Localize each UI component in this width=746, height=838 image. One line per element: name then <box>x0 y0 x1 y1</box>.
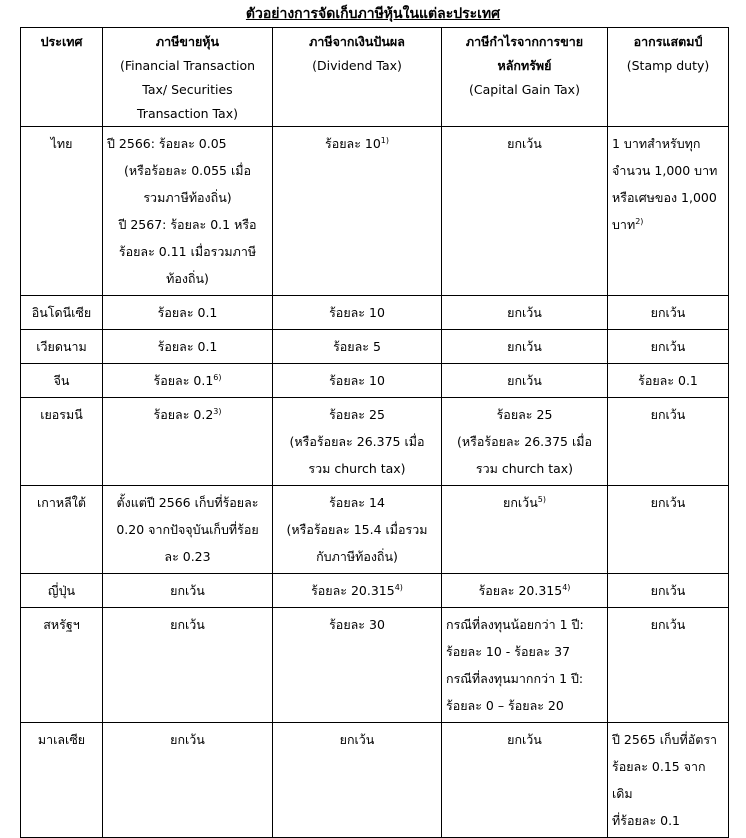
header-stamp-duty: อากรแสตมป์ (Stamp duty) <box>608 28 729 127</box>
dividend-cell: ร้อยละ 10$^{1)}$ <box>273 127 442 296</box>
country-cell: เกาหลีใต้ <box>21 486 103 574</box>
country-cell: สหรัฐฯ <box>21 608 103 723</box>
tax-comparison-table <box>20 27 729 838</box>
stamp-duty-cell: ยกเว้น <box>608 486 729 574</box>
table-row <box>21 723 729 838</box>
table-row <box>21 574 729 608</box>
country-cell: ไทย <box>21 127 103 296</box>
fst-cell: ร้อยละ 0.1 <box>103 330 273 364</box>
table-row <box>21 330 729 364</box>
capital-gain-cell: ยกเว้น <box>442 364 608 398</box>
stamp-duty-cell: ยกเว้น <box>608 330 729 364</box>
capital-gain-cell: ยกเว้น <box>442 723 608 838</box>
footnote-marker: 4) <box>394 582 403 592</box>
stamp-duty-cell: ยกเว้น <box>608 574 729 608</box>
table-row <box>21 127 729 296</box>
capital-gain-cell: ร้อยละ 25 (หรือร้อยละ 26.375 เมื่อ รวม church tax) <box>442 398 608 486</box>
dividend-cell: ร้อยละ 14 (หรือร้อยละ 15.4 เมื่อรวม กับภาษีท้องถิ่น) <box>273 486 442 574</box>
fst-cell: ยกเว้น <box>103 608 273 723</box>
dividend-cell: ร้อยละ 30 <box>273 608 442 723</box>
table-row <box>21 486 729 574</box>
dividend-cell: ยกเว้น <box>273 723 442 838</box>
capital-gain-cell: ยกเว้น$^{5)}$ <box>442 486 608 574</box>
footnote-marker: 6) <box>213 372 222 382</box>
dividend-cell: ร้อยละ 25 (หรือร้อยละ 26.375 เมื่อ รวม church tax) <box>273 398 442 486</box>
stamp-duty-cell: ปี 2565 เก็บที่อัตรา ร้อยละ 0.15 จากเดิม ที่ร้อยละ 0.1 <box>608 723 729 838</box>
fst-cell: ยกเว้น <box>103 723 273 838</box>
stamp-duty-cell: ยกเว้น <box>608 608 729 723</box>
fst-cell: ร้อยละ 0.2$^{3)}$ <box>103 398 273 486</box>
table-row <box>21 608 729 723</box>
stamp-duty-cell: 1 บาทสำหรับทุก จำนวน 1,000 บาท หรือเศษของ 1,000 บาท$^{2)}$ <box>608 127 729 296</box>
page-title: ตัวอย่างการจัดเก็บภาษีหุ้นในแต่ละประเทศ <box>245 6 501 22</box>
header-row <box>21 28 729 127</box>
country-cell: อินโดนีเซีย <box>21 296 103 330</box>
footnote-marker: 2) <box>635 216 644 226</box>
capital-gain-cell: ร้อยละ 20.315$^{4)}$ <box>442 574 608 608</box>
header-country: ประเทศ <box>21 28 103 127</box>
capital-gain-cell: กรณีที่ลงทุนน้อยกว่า 1 ปี: ร้อยละ 10 - ร้อยละ 37 กรณีที่ลงทุนมากกว่า 1 ปี: ร้อยละ 0 – ร้อยละ 20 <box>442 608 608 723</box>
capital-gain-cell: ยกเว้น <box>442 127 608 296</box>
stamp-duty-cell: ยกเว้น <box>608 296 729 330</box>
footnote-marker: 5) <box>537 494 546 504</box>
country-cell: เยอรมนี <box>21 398 103 486</box>
stamp-duty-cell: ยกเว้น <box>608 398 729 486</box>
country-cell: จีน <box>21 364 103 398</box>
country-cell: ญี่ปุ่น <box>21 574 103 608</box>
capital-gain-cell: ยกเว้น <box>442 330 608 364</box>
fst-cell: ปี 2566: ร้อยละ 0.05 (หรือร้อยละ 0.055 เมื่อ รวมภาษีท้องถิ่น) ปี 2567: ร้อยละ 0.1 หรือ ร้อยละ 0.11 เมื่อรวมภาษี ท้องถิ่น) <box>103 127 273 296</box>
dividend-cell: ร้อยละ 10 <box>273 364 442 398</box>
footnote-marker: 1) <box>380 135 390 145</box>
fst-cell: ร้อยละ 0.1 <box>103 296 273 330</box>
country-cell: มาเลเซีย <box>21 723 103 838</box>
capital-gain-cell: ยกเว้น <box>442 296 608 330</box>
country-cell: เวียดนาม <box>21 330 103 364</box>
dividend-cell: ร้อยละ 5 <box>273 330 442 364</box>
table-row <box>21 364 729 398</box>
header-fst: ภาษีขายหุ้น (Financial Transaction Tax/ Securities Transaction Tax) <box>103 28 273 127</box>
footnote-marker: 3) <box>213 406 222 416</box>
table-row <box>21 296 729 330</box>
footnote-marker: 4) <box>562 582 571 592</box>
fst-cell: ร้อยละ 0.1$^{6)}$ <box>103 364 273 398</box>
dividend-cell: ร้อยละ 10 <box>273 296 442 330</box>
fst-cell: ยกเว้น <box>103 574 273 608</box>
stamp-duty-cell: ร้อยละ 0.1 <box>608 364 729 398</box>
header-capital-gain: ภาษีกำไรจากการขาย หลักทรัพย์ (Capital Gain Tax) <box>442 28 608 127</box>
fst-cell: ตั้งแต่ปี 2566 เก็บที่ร้อยละ 0.20 จากปัจจุบันเก็บที่ร้อย ละ 0.23 <box>103 486 273 574</box>
header-dividend: ภาษีจากเงินปันผล (Dividend Tax) <box>273 28 442 127</box>
dividend-cell: ร้อยละ 20.315$^{4)}$ <box>273 574 442 608</box>
table-row <box>21 398 729 486</box>
